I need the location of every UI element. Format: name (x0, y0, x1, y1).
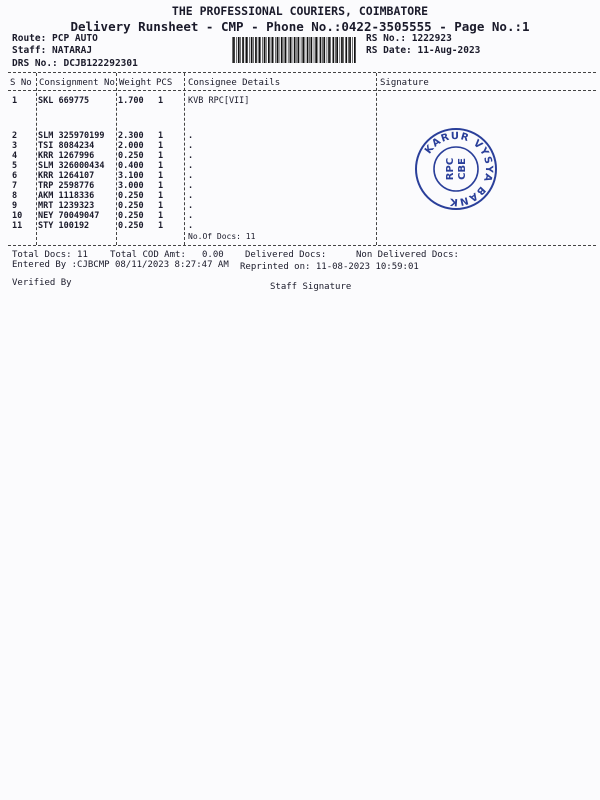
row-5-consignment: SLM 326000434 (38, 161, 105, 171)
row-9-consignment: MRT 1239323 (38, 201, 95, 211)
non-delivered-docs: Non Delivered Docs: (356, 250, 459, 260)
col-header-weight: Weight (119, 78, 152, 88)
barcode-image (232, 37, 356, 63)
col-header-consignment: Consignment No (39, 78, 115, 88)
row-6-weight: 3.100 (118, 171, 144, 181)
row-10-consignment: NEY 70049047 (38, 211, 100, 221)
row-11-details: . (188, 221, 194, 231)
row-6-details: . (188, 171, 194, 181)
row-4-pcs: 1 (158, 151, 164, 161)
staff-signature-label: Staff Signature (270, 282, 352, 292)
row-11-pcs: 1 (158, 221, 164, 231)
row-2-consignment: SLM 325970199 (38, 131, 105, 141)
verified-by: Verified By (12, 278, 72, 288)
drs-number: DRS No.: DCJB122292301 (12, 58, 138, 69)
col-divider (36, 73, 37, 245)
row-4-sno: 4 (12, 151, 18, 161)
row-7-sno: 7 (12, 181, 18, 191)
row-10-weight: 0.250 (118, 211, 144, 221)
bank-stamp-seal (414, 127, 498, 211)
col-header-sno: S No (10, 78, 32, 88)
table-bottom-border (8, 245, 596, 246)
row-6-pcs: 1 (158, 171, 164, 181)
row-5-details: . (188, 161, 194, 171)
row-11-sno: 11 (12, 221, 23, 231)
col-header-pcs: PCS (156, 78, 173, 88)
svg-text:CBE: CBE (457, 158, 468, 180)
row-2-sno: 2 (12, 131, 18, 141)
svg-text:KARUR VYSYA BANK: KARUR VYSYA BANK (423, 130, 495, 208)
row-9-details: . (188, 201, 194, 211)
row-8-details: . (188, 191, 194, 201)
col-header-signature: Signature (380, 78, 429, 88)
row-8-pcs: 1 (158, 191, 164, 201)
row-2-details: . (188, 131, 194, 141)
row-5-sno: 5 (12, 161, 18, 171)
row-9-pcs: 1 (158, 201, 164, 211)
table-header-border (8, 90, 596, 91)
table-top-border (8, 72, 596, 73)
row-1-sno: 1 (12, 96, 18, 106)
row-5-pcs: 1 (158, 161, 164, 171)
col-divider (116, 73, 117, 245)
total-docs: Total Docs: 11 (12, 250, 88, 260)
row-9-sno: 9 (12, 201, 18, 211)
entered-by: Entered By :CJBCMP 08/11/2023 8:27:47 AM (12, 260, 229, 270)
row-6-consignment: KRR 1264107 (38, 171, 95, 181)
row-8-weight: 0.250 (118, 191, 144, 201)
route-label: Route: PCP AUTO (12, 33, 98, 44)
rs-date: RS Date: 11-Aug-2023 (366, 45, 481, 56)
row-4-consignment: KRR 1267996 (38, 151, 95, 161)
row-1-details: KVB RPC[VII] (188, 96, 250, 106)
row-11-consignment: STY 100192 (38, 221, 90, 231)
col-divider (184, 73, 185, 245)
row-2-weight: 2.300 (118, 131, 144, 141)
row-3-consignment: TSI 8084234 (38, 141, 95, 151)
row-10-details: . (188, 211, 194, 221)
row-4-weight: 0.250 (118, 151, 144, 161)
runsheet-title: Delivery Runsheet - CMP - Phone No.:0422-3505555 - Page No.:1 (70, 19, 530, 34)
no-of-docs: No.Of Docs: 11 (188, 232, 256, 241)
row-9-weight: 0.250 (118, 201, 144, 211)
company-title: THE PROFESSIONAL COURIERS, COIMBATORE (171, 4, 429, 18)
row-7-consignment: TRP 2598776 (38, 181, 95, 191)
row-3-pcs: 1 (158, 141, 164, 151)
total-cod-value: 0.00 (202, 250, 224, 260)
row-1-pcs: 1 (158, 96, 164, 106)
col-header-details: Consignee Details (188, 78, 281, 88)
reprinted-on: Reprinted on: 11-08-2023 10:59:01 (240, 262, 419, 272)
col-divider (376, 73, 377, 245)
row-11-weight: 0.250 (118, 221, 144, 231)
row-8-consignment: AKM 1118336 (38, 191, 95, 201)
row-10-sno: 10 (12, 211, 23, 221)
staff-label: Staff: NATARAJ (12, 45, 93, 56)
rs-number: RS No.: 1222923 (366, 33, 452, 44)
row-7-details: . (188, 181, 194, 191)
row-10-pcs: 1 (158, 211, 164, 221)
row-3-weight: 2.000 (118, 141, 144, 151)
row-8-sno: 8 (12, 191, 18, 201)
row-3-details: . (188, 141, 194, 151)
total-cod-label: Total COD Amt: (110, 250, 186, 260)
row-5-weight: 0.400 (118, 161, 144, 171)
row-3-sno: 3 (12, 141, 18, 151)
svg-text:RPC: RPC (445, 157, 456, 181)
row-4-details: . (188, 151, 194, 161)
row-2-pcs: 1 (158, 131, 164, 141)
row-1-weight: 1.700 (118, 96, 144, 106)
row-7-pcs: 1 (158, 181, 164, 191)
row-6-sno: 6 (12, 171, 18, 181)
row-1-consignment: SKL 669775 (38, 96, 90, 106)
delivered-docs: Delivered Docs: (245, 250, 327, 260)
row-7-weight: 3.000 (118, 181, 144, 191)
